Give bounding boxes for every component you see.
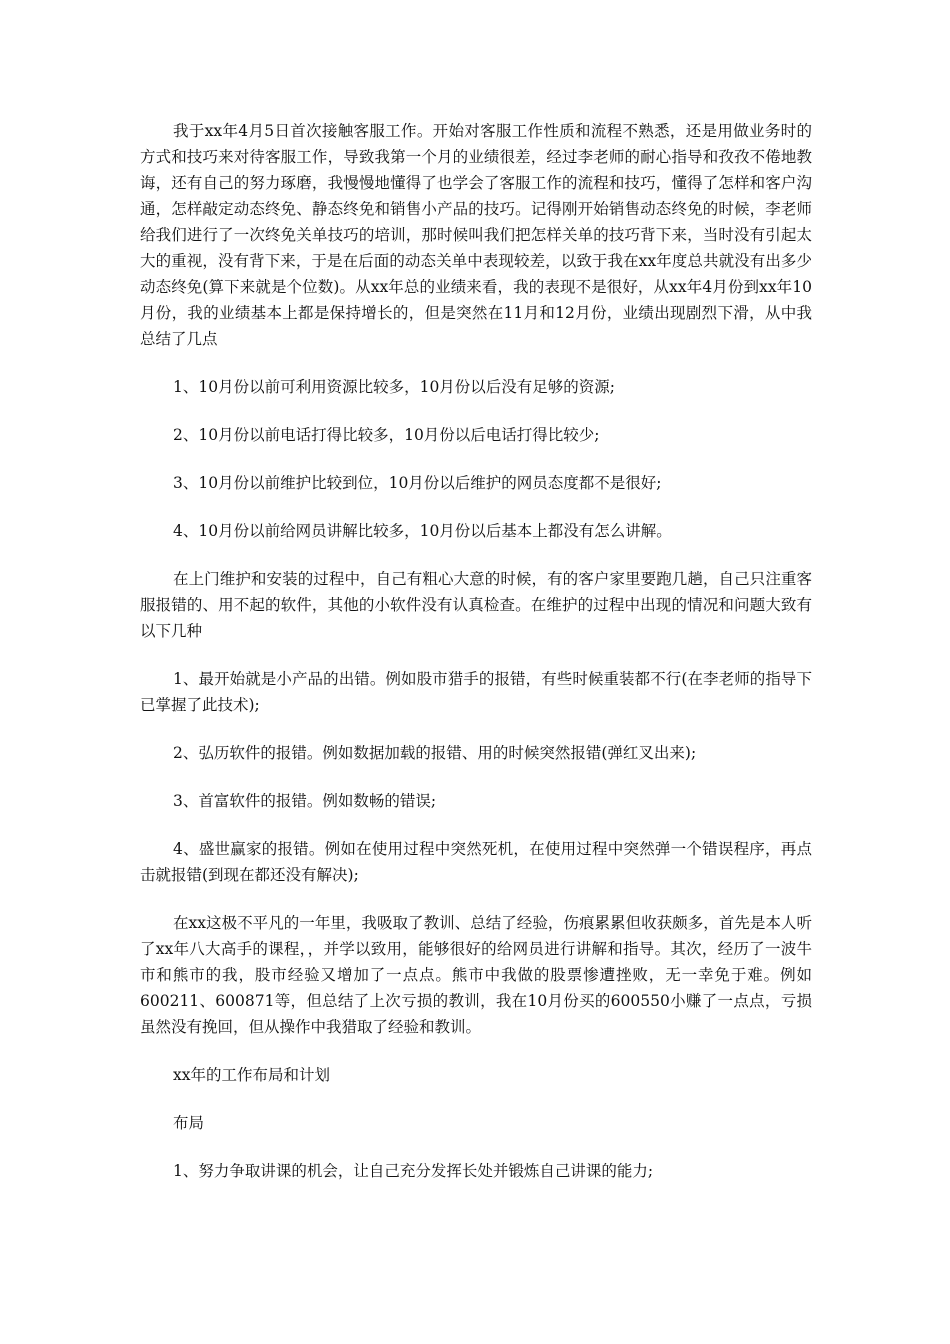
list-item-issue-4: 4、盛世赢家的报错。例如在使用过程中突然死机，在使用过程中突然弹一个错误程序，再点击就报错(到现在都还没有解决); [140, 840, 812, 884]
paragraph-summary-intro: 我于xx年4月5日首次接触客服工作。开始对客服工作性质和流程不熟悉，还是用做业务时的方式和技巧来对待客服工作，导致我第一个月的业绩很差，经过李老师的耐心指导和孜孜不倦地教诲，还有自己的努力琢磨，我慢慢地懂得了也学会了客服工作的流程和技巧，懂得了怎样和客户沟通，怎样敲定动态终免、静态终免和销售小产品的技巧。记得刚开始销售动态终免的时候，李老师给我们进行了一次终免关单技巧的培训，那时候叫我们把怎样关单的技巧背下来，当时没有引起太大的重视，没有背下来，于是在后面的动态关单中表现较差，以致于我在xx年度总共就没有出多少动态终免(算下来就是个位数)。从xx年总的业绩来看，我的表现不是很好，从xx年4月份到xx年10月份，我的业绩基本上都是保持增长的，但是突然在11月和12月份，业绩出现剧烈下滑，从中我总结了几点 [140, 122, 812, 348]
section-subheading-layout: 布局 [173, 1114, 205, 1132]
list-item-issue-1: 1、最开始就是小产品的出错。例如股市猎手的报错，有些时候重装都不行(在李老师的指导下已掌握了此技术); [140, 670, 812, 714]
section-heading-plan: xx年的工作布局和计划 [173, 1066, 330, 1084]
paragraph-lessons: 在xx这极不平凡的一年里，我吸取了教训、总结了经验，伤痕累累但收获颇多，首先是本人听了xx年八大高手的课程，，并学以致用，能够很好的给网员进行讲解和指导。其次，经历了一波牛市和熊市的我，股市经验又增加了一点点。熊市中我做的股票惨遭挫败，无一幸免于难。例如600211、600871等，但总结了上次亏损的教训，我在10月份买的600550小赚了一点点，亏损虽然没有挽回，但从操作中我猎取了经验和教训。 [140, 914, 812, 1036]
list-item-reason-2: 2、10月份以前电话打得比较多，10月份以后电话打得比较少; [173, 426, 600, 444]
list-item-reason-1: 1、10月份以前可利用资源比较多，10月份以后没有足够的资源; [173, 378, 616, 396]
list-item-issue-2: 2、弘历软件的报错。例如数据加载的报错、用的时候突然报错(弹红叉出来); [173, 744, 697, 762]
list-item-issue-3: 3、首富软件的报错。例如数畅的错误; [173, 792, 437, 810]
list-item-reason-3: 3、10月份以前维护比较到位，10月份以后维护的网员态度都不是很好; [173, 474, 662, 492]
list-item-plan-1: 1、努力争取讲课的机会，让自己充分发挥长处并锻炼自己讲课的能力; [173, 1162, 654, 1180]
list-item-reason-4: 4、10月份以前给网员讲解比较多，10月份以后基本上都没有怎么讲解。 [173, 522, 672, 540]
document-body [140, 118, 812, 1184]
paragraph-maintenance: 在上门维护和安装的过程中，自己有粗心大意的时候，有的客户家里要跑几趟，自己只注重客服报错的、用不起的软件，其他的小软件没有认真检查。在维护的过程中出现的情况和问题大致有以下几种 [140, 570, 812, 640]
